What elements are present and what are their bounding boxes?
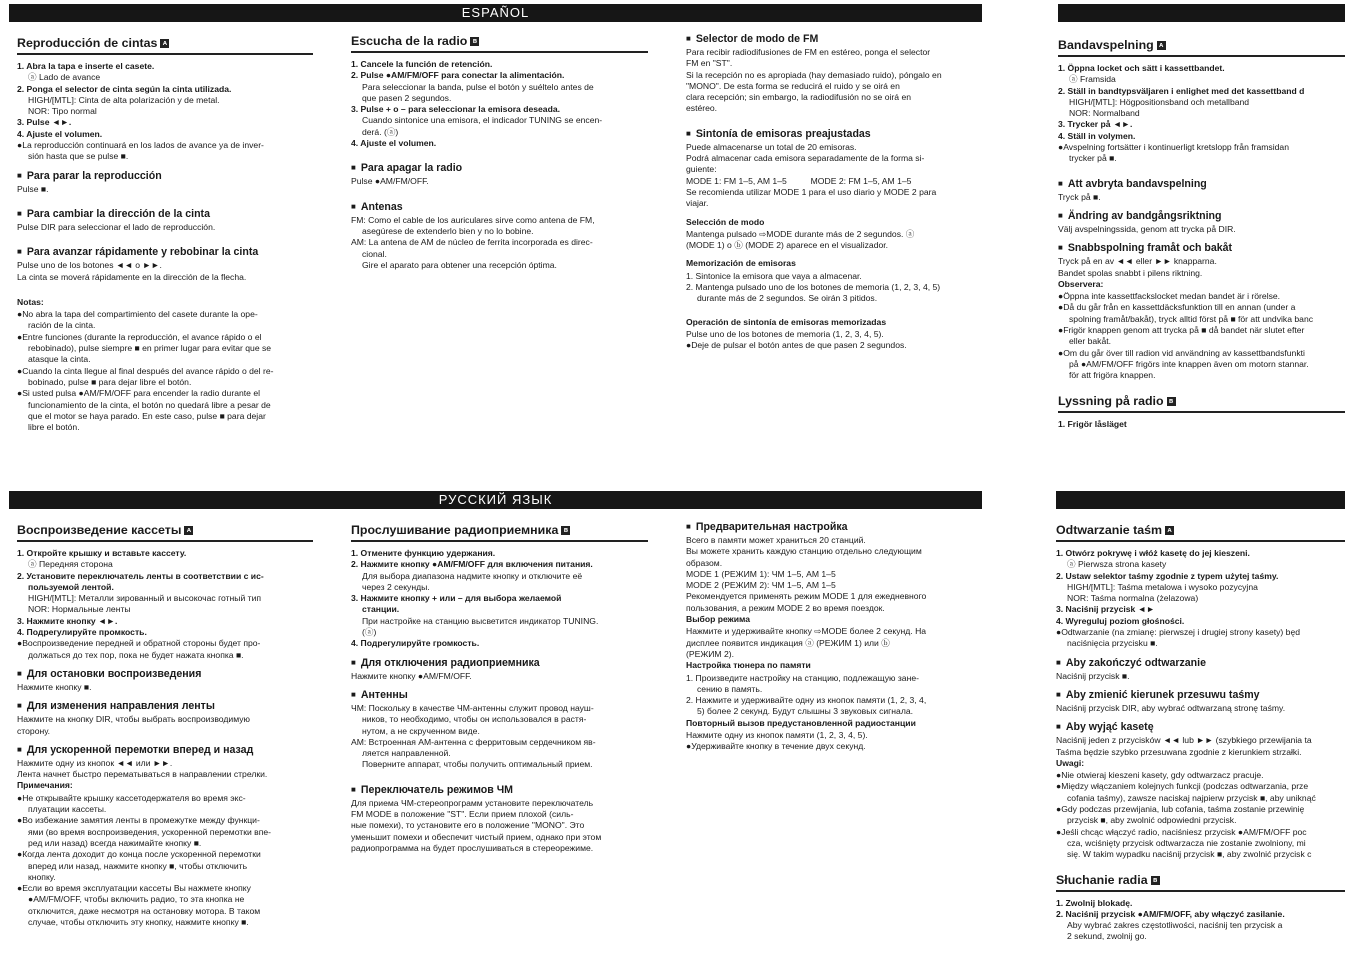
- paragraph: 5) более 2 секунд. Будут слышны 3 звуковых сигнала.: [697, 706, 914, 717]
- paragraph: asegúrese de extenderlo bien y no lo bobine.: [362, 225, 534, 236]
- note: вперед или назад, нажмите кнопку ■, чтобы отключить: [28, 860, 248, 871]
- step: 4. Ajuste el volumen.: [17, 128, 103, 139]
- note: ●Öppna inte kassettfackslocket medan bandet är i rörelse.: [1058, 291, 1281, 302]
- paragraph: Всего в памяти может храниться 20 станций.: [686, 535, 866, 545]
- ru-radio-section: [351, 521, 648, 951]
- step: 2. Нажмите кнопку ●AM/FM/OFF для включения питания.: [351, 559, 593, 570]
- step: 2. Установите переключатель ленты в соответствии с ис-: [17, 570, 264, 581]
- paragraph: Tryck på ■.: [1058, 191, 1101, 202]
- note: ●Если во время эксплуатации кассеты Вы нажмете кнопку: [17, 883, 251, 894]
- note: ●Odtwarzanie (na zmianę: pierwszej i drugiej strony kasety) będ: [1056, 627, 1301, 638]
- section-title-text: Прослушивание радиоприемника: [351, 523, 559, 537]
- polish-header-bar: [1056, 491, 1345, 509]
- step-detail: HIGH/[MTL]: Металли зированный и высокочас готный тип: [28, 593, 262, 604]
- step-detail: через 2 секунды.: [362, 581, 430, 592]
- paragraph: Нажмите кнопку ●AM/FM/OFF.: [351, 670, 472, 681]
- step-detail: При настройке на станцию высветится индикатор TUNING.: [362, 615, 599, 626]
- paragraph: Pulse DIR para seleccionar el lado de reproducción.: [17, 221, 216, 232]
- subheading: Operación de sintonía de emisoras memorizadas: [686, 316, 887, 327]
- step: 3. Naciśnij przycisk ◄►: [1056, 604, 1155, 615]
- paragraph: Нажмите на кнопку DIR, чтобы выбрать воспроизводимую: [17, 714, 250, 725]
- paragraph: Pulse ●AM/FM/OFF.: [351, 176, 429, 187]
- note: ред или назад) всегда нажимайте кнопку ■.: [28, 837, 202, 848]
- paragraph: viajar.: [686, 198, 709, 209]
- step-detail: NOR: Normalband: [1069, 108, 1140, 119]
- paragraph: durante más de 2 segundos. Se oirán 3 pitidos.: [697, 293, 878, 304]
- subsection-title: ■ Att avbryta bandavspelning: [1058, 177, 1345, 191]
- paragraph: cional.: [362, 248, 387, 259]
- note: отключится, даже несмотря на остановку мотора. В таком: [28, 905, 261, 916]
- note: på ●AM/FM/OFF frigörs inte knappen även om motorn stannar.: [1069, 358, 1309, 369]
- note: sión hasta que se pulse ■.: [28, 151, 129, 162]
- paragraph: AM: Встроенная АМ-антенна с ферритовым сердечником яв-: [351, 736, 596, 747]
- section-title-text: Słuchanie radia: [1056, 872, 1148, 887]
- figure-ref-icon: ᴀ: [184, 526, 193, 535]
- step-detail: HIGH/[MTL]: Cinta de alta polarización y de metal.: [28, 94, 220, 105]
- note: ●Si usted pulsa ●AM/FM/OFF para encender la radio durante el: [17, 388, 261, 399]
- step-detail: ⓐ Pierwsza strona kasety: [1067, 559, 1167, 570]
- figure-ref-icon: ʙ: [470, 37, 479, 46]
- subsection-title: ■ Snabbspolning framåt och bakåt: [1058, 241, 1345, 255]
- section-title: [351, 34, 648, 53]
- note: ●Nie otwieraj kieszeni kasety, gdy odtwarzacz pracuje.: [1056, 770, 1264, 781]
- step: 4. Ajuste el volumen.: [351, 138, 437, 149]
- section-title: [17, 523, 313, 542]
- step: пользуемой лентой.: [28, 581, 114, 592]
- paragraph: MODE 1 (РЕЖИМ 1): ЧМ 1–5, AM 1–5: [686, 568, 836, 579]
- step: станции.: [362, 604, 400, 615]
- swedish-header-bar: [1058, 4, 1345, 22]
- es-tape-playback-section: [17, 34, 313, 454]
- step-detail: NOR: Tipo normal: [28, 106, 97, 117]
- note: przycisk ■, aby zwolnić odpowiedni przycisk.: [1067, 815, 1237, 826]
- paragraph: FM en "ST".: [686, 58, 733, 69]
- paragraph: сению в память.: [697, 683, 763, 694]
- paragraph: Naciśnij przycisk ■.: [1056, 670, 1130, 681]
- paragraph: (MODE 1) o ⓑ (MODE 2) aparece en el visualizador.: [686, 240, 889, 251]
- step: 1. Frigör låsläget: [1058, 418, 1127, 429]
- note: кнопку.: [28, 871, 56, 882]
- paragraph: ●Deje de pulsar el botón antes de que pasen 2 segundos.: [686, 340, 907, 351]
- subsection-title: ■ Ändring av bandgångsriktning: [1058, 209, 1345, 223]
- step: 2. Naciśnij przycisk ●AM/FM/OFF, aby włączyć zasilanie.: [1056, 908, 1285, 919]
- paragraph: Pulse uno de los botones ◄◄ o ►►.: [17, 260, 162, 271]
- step-detail: NOR: Нормальные ленты: [28, 604, 131, 615]
- paragraph: Вы можете хранить каждую станцию отдельно следующим: [686, 546, 922, 557]
- note: ●No abra la tapa del compartimiento del casete durante la ope-: [17, 309, 258, 320]
- section-title: [1056, 523, 1345, 542]
- paragraph: guiente:: [686, 164, 717, 175]
- step: 4. Подрегулируйте промкость.: [17, 627, 147, 638]
- subsection-title: ■ Для изменения направления ленты: [17, 699, 313, 713]
- section-title-text: Bandavspelning: [1058, 38, 1154, 52]
- step-detail: 2 sekund, zwolnij go.: [1067, 931, 1147, 942]
- paragraph: Рекомендуется применять режим MODE 1 для ежедневного: [686, 591, 927, 602]
- ru-tape-playback-section: [17, 521, 313, 951]
- section-title: [1056, 873, 1345, 892]
- paragraph: Para recibir radiodifusiones de FM en estéreo, ponga el selector: [686, 47, 931, 57]
- step-detail: que pasen 2 segundos.: [362, 92, 452, 103]
- note: ями (во время воспроизведения, ускоренной перемотки впе-: [28, 826, 272, 837]
- note: que el motor se haya parado. En este caso, pulse ■ para dejar: [28, 410, 266, 421]
- paragraph: Puede almacenarse un total de 20 emisoras.: [686, 141, 857, 152]
- notes-title: Notas:: [17, 296, 44, 307]
- paragraph: Taśma będzie szybko przesuwana zgodnie z kierunkiem strzałki.: [1056, 746, 1302, 757]
- paragraph: Mantenga pulsado ⇨MODE durante más de 2 segundos. ⓐ: [686, 228, 915, 239]
- paragraph: Naciśnij jeden z przycisków ◄◄ lub ►► (szybkiego przewijania ta: [1056, 735, 1312, 746]
- step: 1. Zwolnij blokadę.: [1056, 897, 1133, 908]
- note: spolning framåt/bakåt), tryck alltid först på ■ för att undvika banc: [1069, 313, 1314, 324]
- subsection-title: ■ Для ускоренной перемотки вперед и назад: [17, 743, 313, 757]
- subsection-title: ■ Para cambiar la dirección de la cinta: [17, 207, 313, 221]
- subsection-title: ■ Антенны: [351, 688, 648, 702]
- subsection-title: ■ Переключатель режимов ЧМ: [351, 783, 648, 797]
- paragraph: estéreo.: [686, 103, 718, 114]
- paragraph: Gire el aparato para obtener una recepción óptima.: [362, 259, 557, 270]
- note: trycker på ■.: [1069, 153, 1117, 164]
- note: för att frigöra knappen.: [1069, 370, 1156, 381]
- step: 3. Нажмите кнопку ◄►.: [17, 615, 118, 626]
- subsection-title: ■ Selector de modo de FM: [686, 32, 983, 46]
- note: funcionamiento de la cinta, el botón no quedará libre a pesar de: [28, 399, 271, 410]
- paragraph: Si la recepción no es apropiada (hay demasiado ruido), póngalo en: [686, 69, 942, 80]
- paragraph: Для приема ЧМ-стереопрограмм установите переключатель: [351, 797, 594, 808]
- step-detail: derá. (ⓐ): [362, 126, 399, 137]
- paragraph: пользования, а режим MODE 2 во время поездок.: [686, 602, 885, 613]
- paragraph: сторону.: [17, 725, 51, 736]
- subsection-title: ■ Для отключения радиоприемника: [351, 656, 648, 670]
- step: 4. Подрегулируйте громкость.: [351, 638, 480, 649]
- note: ●Om du går över till radion vid användning av kassettbandsfunkti: [1058, 347, 1305, 358]
- note: ●Jeśli chcąc włączyć radio, naciśniesz przycisk ●AM/FM/OFF poc: [1056, 826, 1307, 837]
- paragraph: "MONO". De esta forma se reducirá el ruido y se oirá en: [686, 80, 900, 91]
- paragraph: нутом, а не скрученном виде.: [362, 725, 480, 736]
- paragraph: образом.: [686, 557, 723, 568]
- es-fm-mode-section: [686, 26, 983, 446]
- paragraph: Naciśnij przycisk DIR, aby wybrać odtwarzaną stronę taśmy.: [1056, 702, 1286, 713]
- figure-ref-icon: ʙ: [1151, 876, 1160, 885]
- section-title-text: Odtwarzanie taśm: [1056, 523, 1163, 537]
- paragraph: 2. Нажмите и удерживайте одну из кнопок памяти (1, 2, 3, 4,: [686, 695, 927, 706]
- paragraph: ников, то необходимо, чтобы он использовался в растя-: [362, 714, 587, 725]
- section-title: [351, 523, 648, 542]
- ru-preset-section: [686, 514, 983, 944]
- step-detail: ⓐ Framsida: [1069, 74, 1116, 85]
- step: 1. Отмените функцию удержания.: [351, 548, 496, 558]
- step-detail: Cuando sintonice una emisora, el indicador TUNING se encen-: [362, 115, 603, 126]
- subsection-title: ■ Для остановки воспроизведения: [17, 667, 313, 681]
- subheading: Выбор режима: [686, 614, 751, 625]
- paragraph: La cinta se moverá rápidamente en la dirección de la flecha.: [17, 271, 247, 282]
- paragraph: Bandet spolas snabbt i pilens riktning.: [1058, 267, 1203, 278]
- figure-ref-icon: ᴀ: [1165, 526, 1174, 535]
- section-title-text: Воспроизведение кассеты: [17, 523, 182, 537]
- note: ●Entre funciones (durante la reproducción, el avance rápido o el: [17, 331, 262, 342]
- note: ●Cuando la cinta llegue al final después del avance rápido o del re-: [17, 365, 274, 376]
- note: cofania taśmy), zawsze naciskaj najpierw przycisk ■, aby uniknąć: [1067, 792, 1316, 803]
- notes-title: Observera:: [1058, 278, 1104, 289]
- russian-header-bar: РУССКИЙ ЯЗЫК: [9, 491, 982, 509]
- step-detail: Para seleccionar la banda, pulse el botón y suéltelo antes de: [362, 81, 594, 92]
- paragraph: Нажмите и удерживайте кнопку ⇨MODE более 2 секунд. На: [686, 626, 927, 637]
- paragraph: ляется направленной.: [362, 748, 451, 759]
- paragraph: 2. Mantenga pulsado uno de los botones de memoria (1, 2, 3, 4, 5): [686, 282, 941, 293]
- figure-ref-icon: ʙ: [561, 526, 570, 535]
- subheading: Memorización de emisoras: [686, 258, 796, 269]
- step-detail: HIGH/[MTL]: Taśma metalowa i wysoko pozycyjna: [1067, 581, 1258, 592]
- step: 2. Ustaw selektor taśmy zgodnie z typem użytej taśmy.: [1056, 570, 1279, 581]
- step: 1. Abra la tapa e inserte el casete.: [17, 61, 155, 71]
- paragraph: (РЕЖИМ 2).: [686, 648, 735, 659]
- step: 1. Öppna locket och sätt i kassettbandet.: [1058, 63, 1225, 73]
- step: 4. Wyreguluj poziom głośności.: [1056, 615, 1185, 626]
- paragraph: дисплее появится индикация ⓐ (РЕЖИМ 1) или ⓑ: [686, 637, 890, 648]
- pl-tape-playback-section: [1056, 521, 1345, 951]
- subsection-title: ■ Aby zakończyć odtwarzanie: [1056, 656, 1345, 670]
- step: 3. Pulse + o – para seleccionar la emisora deseada.: [351, 104, 560, 115]
- note: eller bakåt.: [1069, 336, 1112, 347]
- notes-title: Примечания:: [17, 780, 73, 791]
- step-detail: ⓐ Передняя сторона: [28, 559, 113, 570]
- note: случае, чтобы отключить эту кнопку, нажмите кнопку ■.: [28, 917, 249, 928]
- section-title: [1058, 394, 1345, 413]
- paragraph: Tryck på en av ◄◄ eller ►► knapparna.: [1058, 256, 1217, 267]
- section-title-text: Lyssning på radio: [1058, 393, 1164, 408]
- step-detail: NOR: Taśma normalna (żelazowa): [1067, 593, 1199, 604]
- section-title-text: Escucha de la radio: [351, 34, 468, 48]
- step: 2. Pulse ●AM/FM/OFF para conectar la alimentación.: [351, 70, 565, 81]
- paragraph: Se recomienda utilizar MODE 1 para el uso diario y MODE 2 para: [686, 186, 937, 197]
- paragraph: радиопрограмма на будет прослушиваться в стереорежиме.: [351, 842, 594, 853]
- note: się. W takim wypadku naciśnij przycisk ■, aby zwolnić przycisk c: [1067, 849, 1312, 860]
- step: 4. Ställ in volymen.: [1058, 130, 1136, 141]
- subsection-title: ■ Para avanzar rápidamente y rebobinar la cinta: [17, 245, 313, 259]
- paragraph: Нажмите кнопку ■.: [17, 681, 92, 692]
- note: libre el botón.: [28, 422, 80, 433]
- paragraph: ЧМ: Поскольку в качестве ЧМ-антенны служит провод науш-: [351, 702, 594, 713]
- paragraph: clara recepción; sin embargo, la radiodifusión no se oirá en: [686, 92, 911, 103]
- note: ●Во избежание замятия ленты в промежутке между функци-: [17, 815, 260, 826]
- subsection-title: ■ Предварительная настройка: [686, 520, 983, 534]
- figure-ref-icon: ʙ: [1167, 397, 1176, 406]
- section-title: [17, 36, 313, 55]
- paragraph: Нажмите одну из кнопок ◄◄ или ►►.: [17, 757, 173, 768]
- step: 3. Trycker på ◄►.: [1058, 119, 1133, 130]
- paragraph: Поверните аппарат, чтобы получить оптимальный прием.: [362, 759, 593, 770]
- note: плуатации кассеты.: [28, 804, 107, 815]
- paragraph: Pulse uno de los botones de memoria (1, 2, 3, 4, 5).: [686, 328, 884, 339]
- note: cza, wciśnięty przycisk odtwarzacza nie zostanie zwolniony, mi: [1067, 837, 1306, 848]
- paragraph: MODE 1: FM 1–5, AM 1–5 MODE 2: FM 1–5, AM 1–5: [686, 175, 912, 186]
- subsection-title: ■ Sintonía de emisoras preajustadas: [686, 127, 983, 141]
- subheading: Повторный вызов предустановленной радиостанции: [686, 717, 916, 728]
- paragraph: Нажмите одну из кнопок памяти (1, 2, 3, 4, 5).: [686, 730, 868, 741]
- paragraph: 1. Произведите настройку на станцию, подлежащую зане-: [686, 672, 919, 683]
- step: 1. Otwórz pokrywę i włóż kasetę do jej kieszeni.: [1056, 548, 1250, 558]
- step-detail: ⓐ Lado de avance: [28, 72, 101, 83]
- section-title-text: Reproducción de cintas: [17, 36, 158, 50]
- figure-ref-icon: ᴀ: [1157, 41, 1166, 50]
- paragraph: AM: La antena de AM de núcleo de ferrita incorporada es direc-: [351, 237, 593, 248]
- paragraph: FM MODE в положение "ST". Если прием плохой (силь-: [351, 809, 574, 820]
- note: ración de la cinta.: [28, 320, 96, 331]
- notes-title: Uwagi:: [1056, 757, 1085, 768]
- step-detail: HIGH/[MTL]: Högpositionsband och metallband: [1069, 96, 1250, 107]
- note: ●Avspelning fortsätter i kontinuerligt kretslopp från framsidan: [1058, 142, 1289, 153]
- section-title: [1058, 38, 1345, 57]
- subsection-title: ■ Antenas: [351, 200, 648, 214]
- note: ●Gdy podczas przewijania, lub cofania, taśma zostanie przewinię: [1056, 804, 1305, 815]
- note: ●Między włączaniem kolejnych funkcji (podczas odtwarzania, prze: [1056, 781, 1309, 792]
- note: ●Då du går från en kassettdäcksfunktion till en annan (under a: [1058, 302, 1296, 313]
- note: ●Когда лента доходит до конца после ускоренной перемотки: [17, 849, 261, 860]
- note: atasque la cinta.: [28, 354, 91, 365]
- paragraph: Välj avspelningssida, genom att trycka på DIR.: [1058, 223, 1236, 234]
- paragraph: Pulse ■.: [17, 183, 49, 194]
- step-detail: Для выбора диапазона надмите кнопку и отключите её: [362, 570, 583, 581]
- subsection-title: ■ Aby zmienić kierunek przesuwu taśmy: [1056, 688, 1345, 702]
- step: 2. Ställ in bandtypsväljaren i enlighet med det kassettband d: [1058, 85, 1305, 96]
- step-detail: (ⓐ): [362, 627, 377, 638]
- paragraph: ●Удерживайте кнопку в течение двух секунд.: [686, 741, 866, 752]
- step: 3. Нажмите кнопку + или – для выбора желаемой: [351, 593, 562, 604]
- note: naciśnięcia przycisku ■.: [1067, 638, 1158, 649]
- paragraph: Podrá almacenar cada emisora separadamente de la forma si-: [686, 153, 925, 164]
- note: ●Воспроизведение передней и обратной стороны будет про-: [17, 638, 261, 649]
- note: должаться до тех пор, пока не будет нажата кнопка ■.: [28, 649, 244, 660]
- step: 2. Ponga el selector de cinta según la cinta utilizada.: [17, 83, 232, 94]
- paragraph: Лента начнет быстро перематываться в направлении стрелки.: [17, 769, 268, 780]
- subsection-title: ■ Para apagar la radio: [351, 161, 648, 175]
- paragraph: уменьшит помехи и обеспечит чистый прием, однако при этом: [351, 831, 602, 842]
- subsection-title: ■ Para parar la reproducción: [17, 169, 313, 183]
- note: bobinado, pulse ■ para dejar libre el botón.: [28, 376, 192, 387]
- es-radio-section: [351, 32, 648, 452]
- figure-ref-icon: ᴀ: [160, 39, 169, 48]
- paragraph: 1. Sintonice la emisora que vaya a almacenar.: [686, 270, 862, 281]
- step-detail: Aby wybrać zakres częstotliwości, naciśnij ten przycisk a: [1067, 920, 1283, 931]
- step: 3. Pulse ◄►.: [17, 117, 72, 128]
- subheading: Selección de modo: [686, 216, 765, 227]
- spanish-header-bar: ESPAÑOL: [9, 4, 982, 22]
- subheading: Настройка тюнера по памяти: [686, 660, 811, 671]
- note: ●Frigör knappen genom att trycka på ■ då bandet när slutet efter: [1058, 325, 1305, 336]
- note: ●Не открывайте крышку кассетодержателя во время экс-: [17, 792, 246, 803]
- step: 1. Откройте крышку и вставьте кассету.: [17, 548, 187, 558]
- paragraph: FM: Como el cable de los auriculares sirve como antena de FM,: [351, 214, 595, 225]
- paragraph: MODE 2 (РЕЖИМ 2): ЧМ 1–5, AM 1–5: [686, 580, 836, 591]
- sv-tape-playback-section: [1058, 36, 1345, 456]
- note: ●AM/FM/OFF, чтобы включить радио, то эта кнопка не: [28, 894, 245, 905]
- subsection-title: ■ Aby wyjąć kasetę: [1056, 720, 1345, 734]
- step: 1. Cancele la función de retención.: [351, 59, 493, 69]
- note: rebobinado), pulse siempre ■ en primer lugar para evitar que se: [28, 343, 272, 354]
- note: ●La reproducción continuará en los lados de avance ya de inver-: [17, 140, 264, 151]
- paragraph: ные помехи), то установите его в положение "MONO". Это: [351, 820, 585, 831]
